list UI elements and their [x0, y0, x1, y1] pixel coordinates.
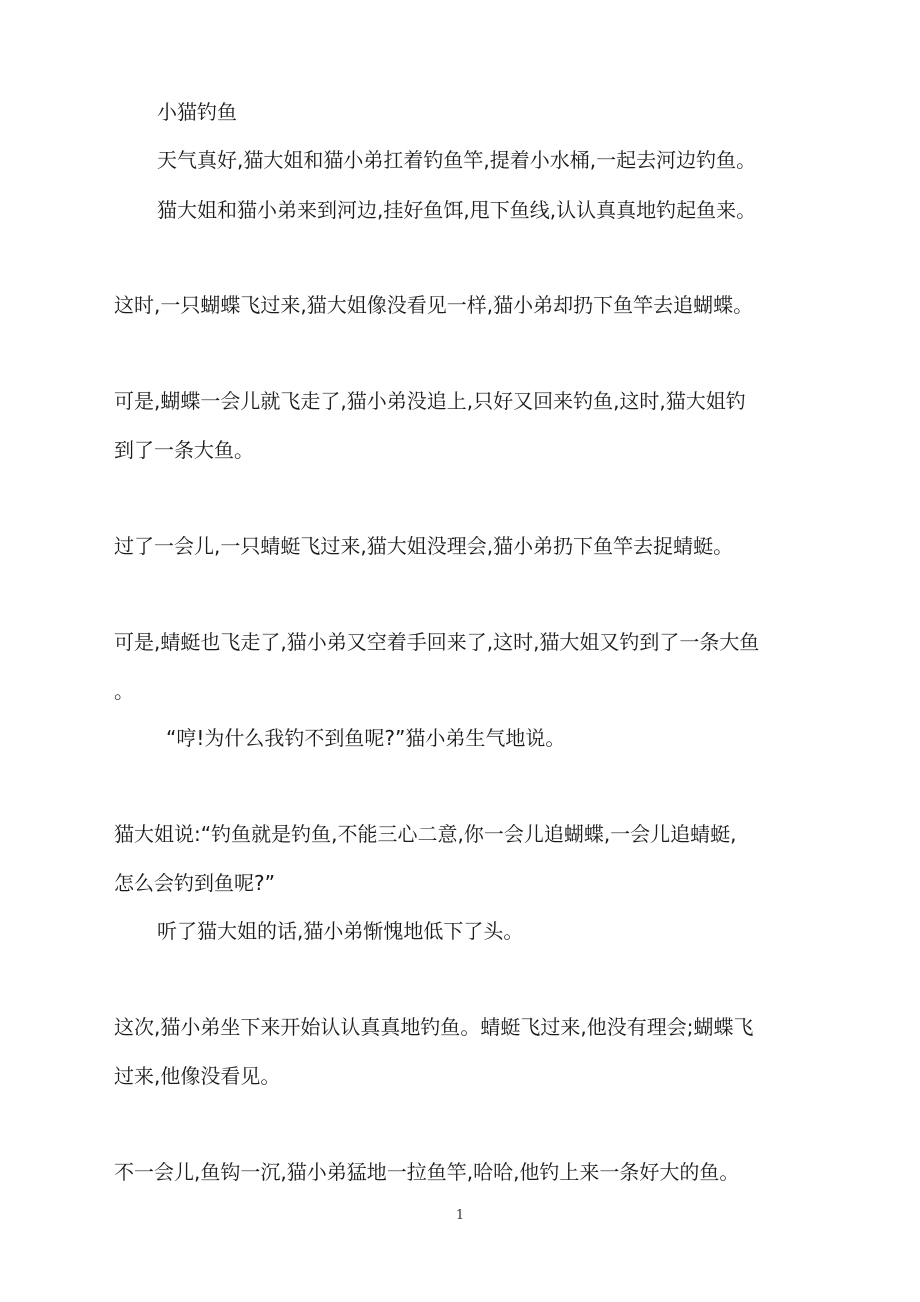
paragraph-line: 过了一会儿,一只蜻蜓飞过来,猫大姐没理会,猫小弟扔下鱼竿去捉蜻蜓。 — [114, 534, 734, 558]
page-number: 1 — [455, 1208, 465, 1223]
paragraph-line: 猫大姐说:“钓鱼就是钓鱼,不能三心二意,你一会儿追蝴蝶,一会儿追蜻蜓, — [114, 822, 737, 846]
paragraph-line: 不一会儿,鱼钩一沉,猫小弟猛地一拉鱼竿,哈哈,他钓上来一条好大的鱼。 — [114, 1160, 740, 1184]
paragraph-line: 天气真好,猫大姐和猫小弟扛着钓鱼竿,提着小水桶,一起去河边钓鱼。 — [157, 148, 757, 172]
paragraph-line: 可是,蝴蝶一会儿就飞走了,猫小弟没追上,只好又回来钓鱼,这时,猫大姐钓 — [114, 389, 746, 413]
paragraph-line: 这时,一只蝴蝶飞过来,猫大姐像没看见一样,猫小弟却扔下鱼竿去追蝴蝶。 — [114, 293, 754, 317]
paragraph-line: 可是,蜻蜓也飞走了,猫小弟又空着手回来了,这时,猫大姐又钓到了一条大鱼 — [114, 630, 760, 654]
paragraph-line: “哼!为什么我钓不到鱼呢?”猫小弟生气地说。 — [166, 726, 566, 750]
paragraph-line: 这次,猫小弟坐下来开始认认真真地钓鱼。蜻蜓飞过来,他没有理会;蝴蝶飞 — [114, 1015, 754, 1039]
paragraph-line: 怎么会钓到鱼呢?” — [114, 871, 275, 895]
paragraph-line: 。 — [114, 679, 134, 703]
paragraph-line: 到了一条大鱼。 — [114, 438, 254, 462]
paragraph-line: 猫大姐和猫小弟来到河边,挂好鱼饵,甩下鱼线,认认真真地钓起鱼来。 — [157, 198, 757, 222]
paragraph-line: 听了猫大姐的话,猫小弟惭愧地低下了头。 — [157, 919, 524, 943]
paragraph-line: 过来,他像没看见。 — [114, 1064, 281, 1088]
document-title: 小猫钓鱼 — [157, 100, 237, 124]
